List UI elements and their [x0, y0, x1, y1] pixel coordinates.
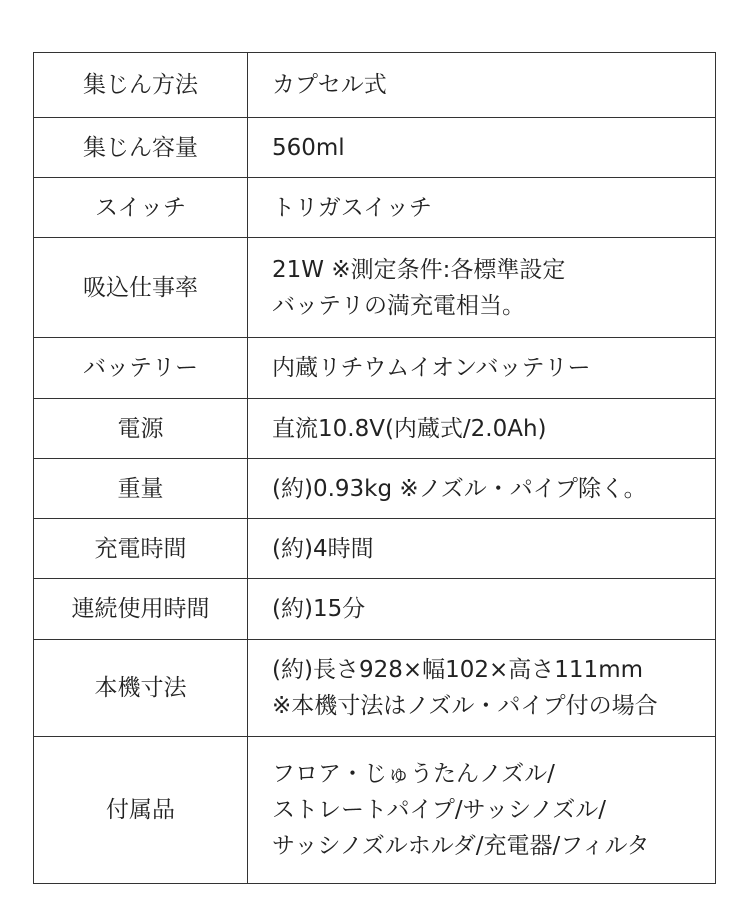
spec-row-dimensions	[34, 640, 716, 737]
spec-label: 重量	[34, 459, 248, 519]
spec-table	[33, 52, 716, 884]
spec-value-line: サッシノズルホルダ/充電器/フィルタ	[272, 833, 650, 859]
spec-label: 電源	[34, 399, 248, 459]
spec-value-line: 21W ※測定条件:各標準設定	[272, 256, 566, 283]
spec-label: 付属品	[34, 737, 248, 884]
spec-value	[248, 338, 716, 399]
spec-value-line: 560ml	[272, 134, 345, 161]
spec-value	[248, 238, 716, 338]
spec-value	[248, 579, 716, 640]
spec-value-line: (約)0.93kg ※ノズル・パイプ除く。	[272, 475, 647, 502]
spec-value	[248, 399, 716, 459]
spec-value-line: 内蔵リチウムイオンバッテリー	[272, 355, 591, 381]
spec-row-switch	[34, 178, 716, 238]
spec-value-line: バッテリの満充電相当。	[272, 292, 525, 319]
spec-value-line: フロア・じゅうたんノズル/	[272, 761, 555, 787]
spec-value-line: ※本機寸法はノズル・パイプ付の場合	[272, 693, 658, 719]
spec-row-dust-method	[34, 53, 716, 118]
spec-row-suction-power	[34, 238, 716, 338]
spec-value-line: 直流10.8V(内蔵式/2.0Ah)	[272, 415, 547, 442]
spec-row-charge-time	[34, 519, 716, 579]
spec-value-line: (約)長さ928×幅102×高さ111mm	[272, 657, 643, 683]
spec-row-power-source	[34, 399, 716, 459]
spec-value-line: カプセル式	[272, 72, 387, 98]
spec-value	[248, 178, 716, 238]
spec-label: 集じん容量	[34, 118, 248, 178]
spec-value-line: (約)4時間	[272, 535, 374, 562]
spec-row-weight	[34, 459, 716, 519]
spec-label: 本機寸法	[34, 640, 248, 737]
spec-value	[248, 640, 716, 737]
spec-value	[248, 519, 716, 579]
spec-value-line: トリガスイッチ	[272, 194, 432, 221]
spec-value	[248, 459, 716, 519]
spec-row-dust-capacity	[34, 118, 716, 178]
spec-row-battery	[34, 338, 716, 399]
spec-row-accessories	[34, 737, 716, 884]
spec-label: 吸込仕事率	[34, 238, 248, 338]
spec-value-line: (約)15分	[272, 596, 366, 622]
spec-label: 連続使用時間	[34, 579, 248, 640]
spec-label: 集じん方法	[34, 53, 248, 118]
spec-label: スイッチ	[34, 178, 248, 238]
spec-value	[248, 118, 716, 178]
spec-row-runtime	[34, 579, 716, 640]
spec-value	[248, 737, 716, 884]
spec-value	[248, 53, 716, 118]
spec-label: バッテリー	[34, 338, 248, 399]
spec-label: 充電時間	[34, 519, 248, 579]
spec-value-line: ストレートパイプ/サッシノズル/	[272, 797, 607, 823]
